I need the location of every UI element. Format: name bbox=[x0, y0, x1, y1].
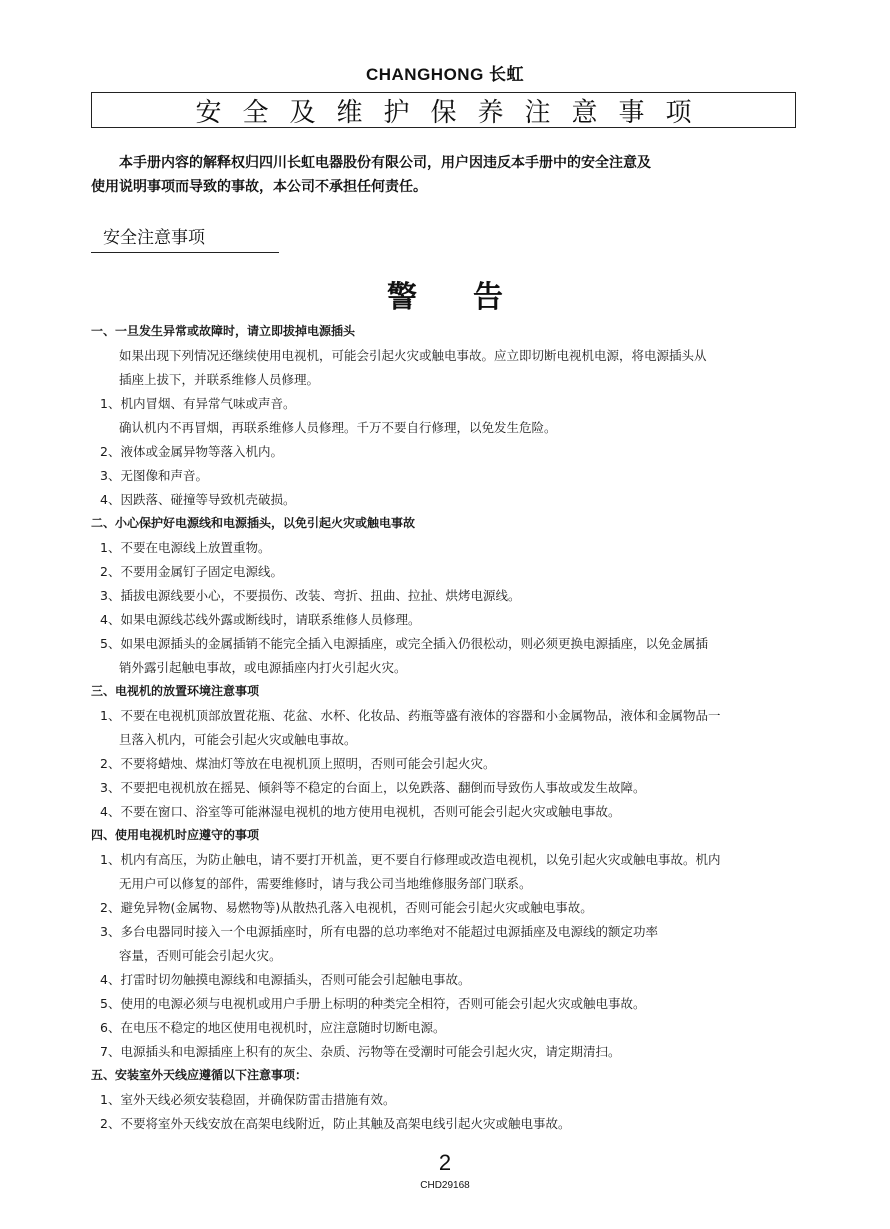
list-item: 7、电源插头和电源插座上积有的灰尘、杂质、污物等在受潮时可能会引起火灾，请定期清扫。 bbox=[100, 1044, 621, 1059]
list-item: 1、机内有高压，为防止触电，请不要打开机盖，更不要自行修理或改造电视机，以免引起火灾或触电事故。机内 bbox=[100, 852, 721, 867]
list-item: 3、无图像和声音。 bbox=[100, 468, 208, 483]
list-item: 2、不要用金属钉子固定电源线。 bbox=[100, 564, 283, 579]
warning-text: 警告 bbox=[387, 280, 559, 315]
list-item: 1、室外天线必须安装稳固，并确保防雷击措施有效。 bbox=[100, 1092, 396, 1107]
intro-line: 使用说明事项而导致的事故，本公司不承担任何责任。 bbox=[91, 179, 427, 195]
list-item: 3、插拔电源线要小心，不要损伤、改装、弯折、扭曲、拉扯、烘烤电源线。 bbox=[100, 588, 521, 603]
section-heading: 三、电视机的放置环境注意事项 bbox=[91, 684, 260, 698]
intro-text: 本手册内容的解释权归四川长虹电器股份有限公司，用户因违反本手册中的安全注意及 bbox=[119, 155, 651, 171]
paragraph-line: 如果出现下列情况还继续使用电视机，可能会引起火灾或触电事故。应立即切断电视机电源，将电源插头从 bbox=[119, 348, 707, 363]
warning-title bbox=[0, 272, 890, 316]
list-item-continuation: 无用户可以修复的部件，需要维修时，请与我公司当地维修服务部门联系。 bbox=[119, 876, 532, 891]
section-heading: 五、安装室外天线应遵循以下注意事项： bbox=[91, 1068, 308, 1082]
page-number: 2 bbox=[438, 1150, 452, 1175]
intro-line bbox=[91, 151, 801, 175]
list-item-continuation: 旦落入机内，可能会引起火灾或触电事故。 bbox=[119, 732, 357, 747]
list-item: 3、多台电器同时接入一个电源插座时，所有电器的总功率绝对不能超过电源插座及电源线的额定功率 bbox=[100, 924, 658, 939]
list-item: 1、机内冒烟、有异常气味或声音。 bbox=[100, 396, 296, 411]
list-item: 4、因跌落、碰撞等导致机壳破损。 bbox=[100, 492, 296, 507]
list-item: 4、打雷时切勿触摸电源线和电源插头，否则可能会引起触电事故。 bbox=[100, 972, 471, 987]
list-item: 2、液体或金属异物等落入机内。 bbox=[100, 444, 283, 459]
list-item: 1、不要在电视机顶部放置花瓶、花盆、水杯、化妆品、药瓶等盛有液体的容器和小金属物品，液体和金属物品一 bbox=[100, 708, 721, 723]
list-item-continuation: 确认机内不再冒烟，再联系维修人员修理。千万不要自行修理，以免发生危险。 bbox=[119, 420, 557, 435]
list-item: 6、在电压不稳定的地区使用电视机时，应注意随时切断电源。 bbox=[100, 1020, 446, 1035]
list-item: 2、避免异物(金属物、易燃物等)从散热孔落入电视机，否则可能会引起火灾或触电事故。 bbox=[100, 900, 593, 915]
section-title: 安全注意事项 bbox=[91, 223, 279, 253]
list-item: 5、如果电源插头的金属插销不能完全插入电源插座，或完全插入仍很松动，则必须更换电源插座，以免金属插 bbox=[100, 636, 708, 651]
paragraph-line: 插座上拔下，并联系维修人员修理。 bbox=[119, 372, 320, 387]
title-box bbox=[91, 92, 796, 128]
list-item: 1、不要在电源线上放置重物。 bbox=[100, 540, 271, 555]
list-item-continuation: 销外露引起触电事故，或电源插座内打火引起火灾。 bbox=[119, 660, 407, 675]
list-item: 3、不要把电视机放在摇晃、倾斜等不稳定的台面上，以免跌落、翻倒而导致伤人事故或发生故障。 bbox=[100, 780, 646, 795]
list-item: 5、使用的电源必须与电视机或用户手册上标明的种类完全相符，否则可能会引起火灾或触电事故。 bbox=[100, 996, 646, 1011]
section-heading: 一、一旦发生异常或故障时，请立即拔掉电源插头 bbox=[91, 324, 356, 338]
list-item: 2、不要将室外天线安放在高架电线附近，防止其触及高架电线引起火灾或触电事故。 bbox=[100, 1116, 571, 1131]
page-title: 安全及维护保养注意事项 bbox=[195, 97, 713, 128]
section-heading: 四、使用电视机时应遵守的事项 bbox=[91, 828, 260, 842]
intro-paragraph bbox=[91, 151, 801, 199]
document-code: CHD29168 bbox=[420, 1180, 470, 1191]
brand-logo: CHANGHONG 长虹 bbox=[365, 65, 525, 84]
list-item: 4、不要在窗口、浴室等可能淋湿电视机的地方使用电视机，否则可能会引起火灾或触电事故。 bbox=[100, 804, 621, 819]
list-item: 2、不要将蜡烛、煤油灯等放在电视机顶上照明，否则可能会引起火灾。 bbox=[100, 756, 496, 771]
list-item: 4、如果电源线芯线外露或断线时，请联系维修人员修理。 bbox=[100, 612, 421, 627]
section-heading: 二、小心保护好电源线和电源插头，以免引起火灾或触电事故 bbox=[91, 516, 416, 530]
list-item-continuation: 容量，否则可能会引起火灾。 bbox=[119, 948, 282, 963]
